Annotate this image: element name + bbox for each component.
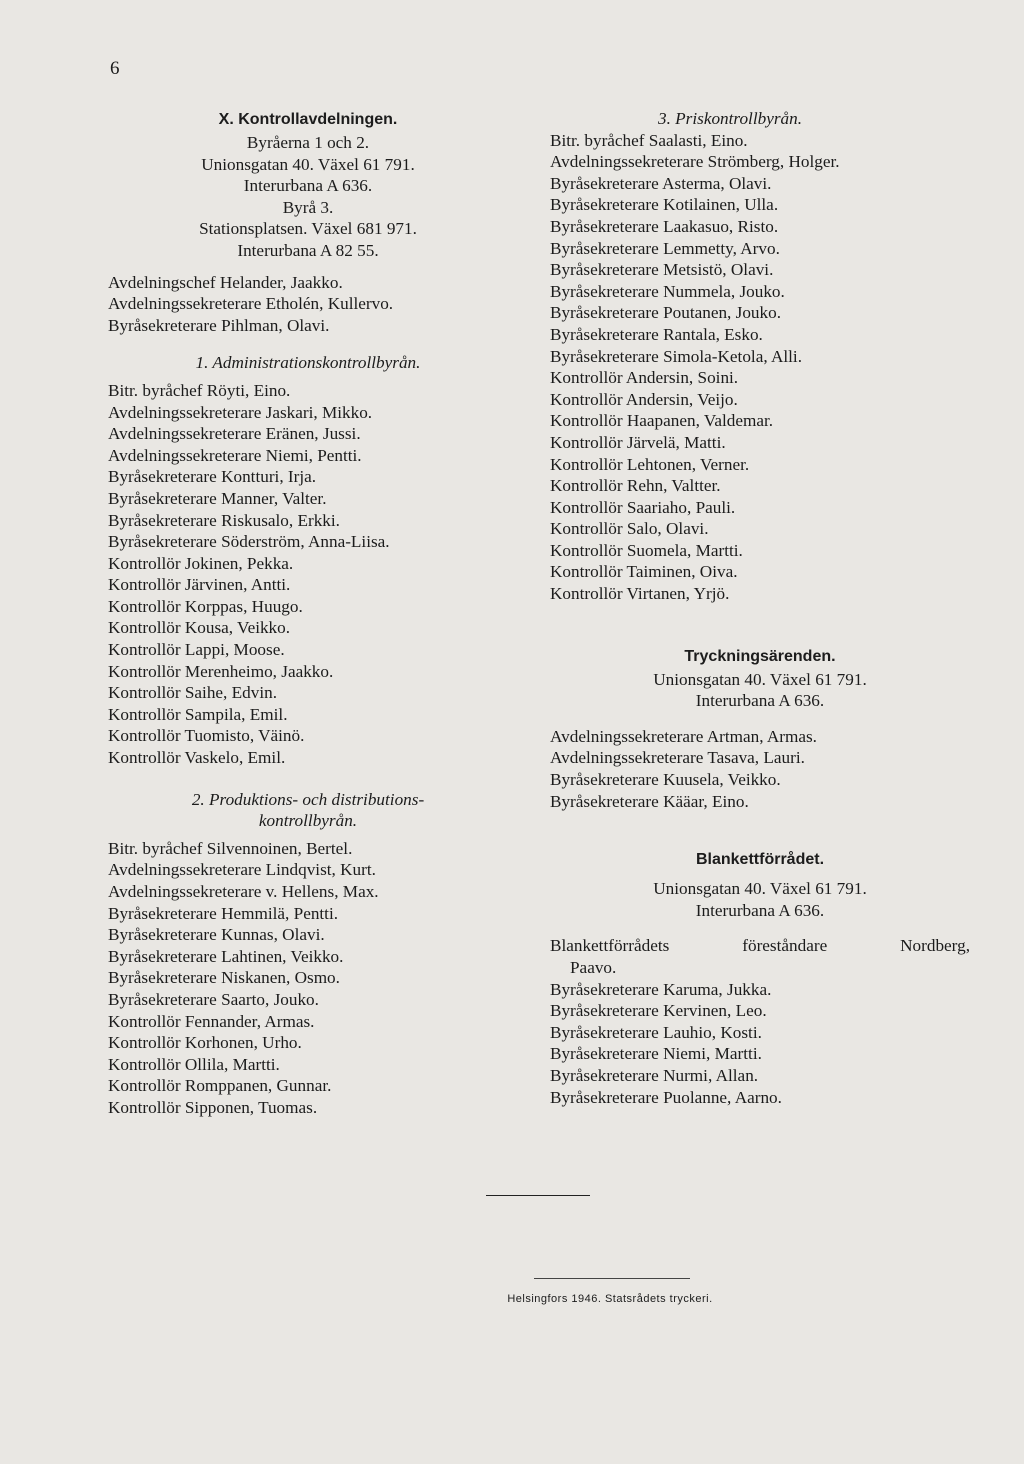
header-line: Stationsplatsen. Växel 681 971. xyxy=(199,219,417,239)
divider-rule xyxy=(486,1195,590,1196)
staff-entry: Byråsekreterare Niemi, Martti. xyxy=(550,1044,762,1064)
staff-entry: Kontrollör Haapanen, Valdemar. xyxy=(550,411,774,431)
header-line: Interurbana A 636. xyxy=(695,900,825,920)
staff-entry: Byråsekreterare Nummela, Jouko. xyxy=(550,281,785,301)
staff-entry: Kontrollör Vaskelo, Emil. xyxy=(108,748,286,768)
staff-entry: Byråsekreterare Saarto, Jouko. xyxy=(108,989,319,1009)
staff-entry: Avdelningssekreterare Artman, Armas. xyxy=(550,726,817,746)
footer-rule xyxy=(534,1278,690,1279)
staff-entry: Byråsekreterare Kervinen, Leo. xyxy=(550,1001,767,1021)
staff-entry: Byråsekreterare Simola-Ketola, Alli. xyxy=(550,346,802,366)
staff-entry: Byråsekreterare Kuusela, Veikko. xyxy=(550,770,781,790)
staff-entry: Kontrollör Lehtonen, Verner. xyxy=(550,454,750,474)
subsection-title-produktion: 2. Produktions- och distributions- xyxy=(191,789,425,809)
printer-imprint: Helsingfors 1946. Statsrådets tryckeri. xyxy=(507,1293,713,1305)
staff-entry: Avdelningssekreterare Jaskari, Mikko. xyxy=(108,402,373,422)
staff-entry: Kontrollör Romppanen, Gunnar. xyxy=(108,1076,332,1096)
left-column xyxy=(108,108,508,1119)
staff-entry: Byråsekreterare Lauhio, Kosti. xyxy=(550,1022,762,1042)
staff-entry: Kontrollör Järvinen, Antti. xyxy=(108,575,291,595)
staff-entry: Byråsekreterare Poutanen, Jouko. xyxy=(550,303,781,323)
header-line: Byråerna 1 och 2. xyxy=(246,133,370,152)
foreståndare-word-3: Nordberg, xyxy=(900,936,970,956)
header-line: Unionsgatan 40. Växel 61 791. xyxy=(653,879,867,899)
staff-entry: Byråsekreterare Riskusalo, Erkki. xyxy=(108,510,340,530)
section-title-kontrollavdelningen: X. Kontrollavdelningen. xyxy=(218,111,398,128)
staff-entry: Kontrollör Merenheimo, Jaakko. xyxy=(108,661,334,681)
staff-entry: Bitr. byråchef Silvennoinen, Bertel. xyxy=(108,838,353,858)
staff-entry: Kontrollör Rehn, Valtter. xyxy=(550,476,721,496)
staff-entry: Byråsekreterare Nurmi, Allan. xyxy=(550,1065,759,1085)
staff-entry: Kontrollör Korppas, Huugo. xyxy=(108,596,303,616)
foreståndare-word-2: föreståndare xyxy=(742,936,828,956)
staff-entry: Avdelningssekreterare Strömberg, Holger. xyxy=(550,152,840,172)
staff-entry: Kontrollör Jokinen, Pekka. xyxy=(108,553,294,573)
staff-entry: Byråsekreterare Niskanen, Osmo. xyxy=(108,968,340,988)
staff-entry: Kontrollör Virtanen, Yrjö. xyxy=(550,584,730,604)
staff-entry: Kontrollör Salo, Olavi. xyxy=(550,519,709,539)
staff-entry: Bitr. byråchef Saalasti, Eino. xyxy=(550,130,748,150)
staff-entry: Avdelningschef Helander, Jaakko. xyxy=(108,272,343,292)
staff-entry: Byråsekreterare Kunnas, Olavi. xyxy=(108,925,325,945)
staff-entry: Avdelningssekreterare Lindqvist, Kurt. xyxy=(108,860,376,880)
staff-entry: Kontrollör Suomela, Martti. xyxy=(550,540,743,560)
staff-entry: Kontrollör Kousa, Veikko. xyxy=(108,618,291,638)
staff-entry: Kontrollör Andersin, Soini. xyxy=(550,368,739,388)
header-line: Byrå 3. xyxy=(282,197,334,217)
section-title-tryckningsarenden: Tryckningsärenden. xyxy=(684,647,836,665)
staff-entry: Avdelningssekreterare Etholén, Kullervo. xyxy=(108,294,394,314)
subsection-title-produktion-cont: kontrollbyrån. xyxy=(258,811,358,831)
staff-entry: Byråsekreterare Kotilainen, Ulla. xyxy=(550,195,779,215)
staff-entry: Byråsekreterare Kontturi, Irja. xyxy=(108,467,317,487)
staff-entry: Byråsekreterare Manner, Valter. xyxy=(108,488,327,508)
subsection-title-priskontroll: 3. Priskontrollbyrån. xyxy=(657,109,803,128)
staff-entry: Kontrollör Andersin, Veijo. xyxy=(550,389,738,409)
staff-entry: Kontrollör Fennander, Armas. xyxy=(108,1011,315,1031)
foreståndare-word-1: Blankettförrådets xyxy=(550,936,670,956)
staff-entry: Byråsekreterare Kääar, Eino. xyxy=(550,791,749,811)
right-column xyxy=(550,108,970,1108)
staff-entry: Kontrollör Korhonen, Urho. xyxy=(108,1033,302,1053)
staff-entry: Byråsekreterare Pihlman, Olavi. xyxy=(108,315,330,335)
staff-entry: Kontrollör Sampila, Emil. xyxy=(108,704,288,724)
header-line: Unionsgatan 40. Växel 61 791. xyxy=(201,154,415,174)
staff-entry: Kontrollör Sipponen, Tuomas. xyxy=(108,1097,318,1117)
staff-entry: Kontrollör Lappi, Moose. xyxy=(108,640,285,660)
staff-entry: Kontrollör Taiminen, Oiva. xyxy=(550,562,738,582)
header-line: Unionsgatan 40. Växel 61 791. xyxy=(653,669,867,689)
staff-entry: Byråsekreterare Laakasuo, Risto. xyxy=(550,216,779,236)
section-title-blankettforradet: Blankettförrådet. xyxy=(695,851,825,869)
staff-entry: Byråsekreterare Puolanne, Aarno. xyxy=(550,1087,782,1107)
header-line: Interurbana A 636. xyxy=(243,176,373,196)
staff-entry: Byråsekreterare Lahtinen, Veikko. xyxy=(108,946,344,966)
staff-entry: Byråsekreterare Söderström, Anna-Liisa. xyxy=(108,532,390,552)
staff-entry: Byråsekreterare Asterma, Olavi. xyxy=(550,173,772,193)
staff-entry-continuation: Paavo. xyxy=(570,958,617,977)
staff-entry: Byråsekreterare Rantala, Esko. xyxy=(550,324,763,344)
page-number: 6 xyxy=(110,58,120,79)
staff-entry: Bitr. byråchef Röyti, Eino. xyxy=(108,380,291,400)
staff-entry: Kontrollör Saihe, Edvin. xyxy=(108,683,277,703)
header-line: Interurbana A 636. xyxy=(695,691,825,711)
staff-entry: Kontrollör Järvelä, Matti. xyxy=(550,432,726,452)
staff-entry: Byråsekreterare Lemmetty, Arvo. xyxy=(550,238,780,258)
staff-entry: Kontrollör Tuomisto, Väinö. xyxy=(108,726,305,746)
staff-entry: Kontrollör Saariaho, Pauli. xyxy=(550,497,736,517)
staff-entry: Byråsekreterare Hemmilä, Pentti. xyxy=(108,903,339,923)
header-line: Interurbana A 82 55. xyxy=(237,240,379,260)
staff-entry: Kontrollör Ollila, Martti. xyxy=(108,1054,280,1074)
staff-entry: Byråsekreterare Karuma, Jukka. xyxy=(550,979,772,999)
staff-entry-foreståndare xyxy=(550,935,970,957)
staff-entry: Avdelningssekreterare Eränen, Jussi. xyxy=(108,424,361,444)
subsection-title-administration: 1. Administrationskontrollbyrån. xyxy=(195,353,421,373)
staff-entry: Avdelningssekreterare Tasava, Lauri. xyxy=(550,748,805,768)
staff-entry: Avdelningssekreterare v. Hellens, Max. xyxy=(108,882,379,901)
staff-entry: Byråsekreterare Metsistö, Olavi. xyxy=(550,260,774,280)
staff-entry: Avdelningssekreterare Niemi, Pentti. xyxy=(108,445,362,465)
